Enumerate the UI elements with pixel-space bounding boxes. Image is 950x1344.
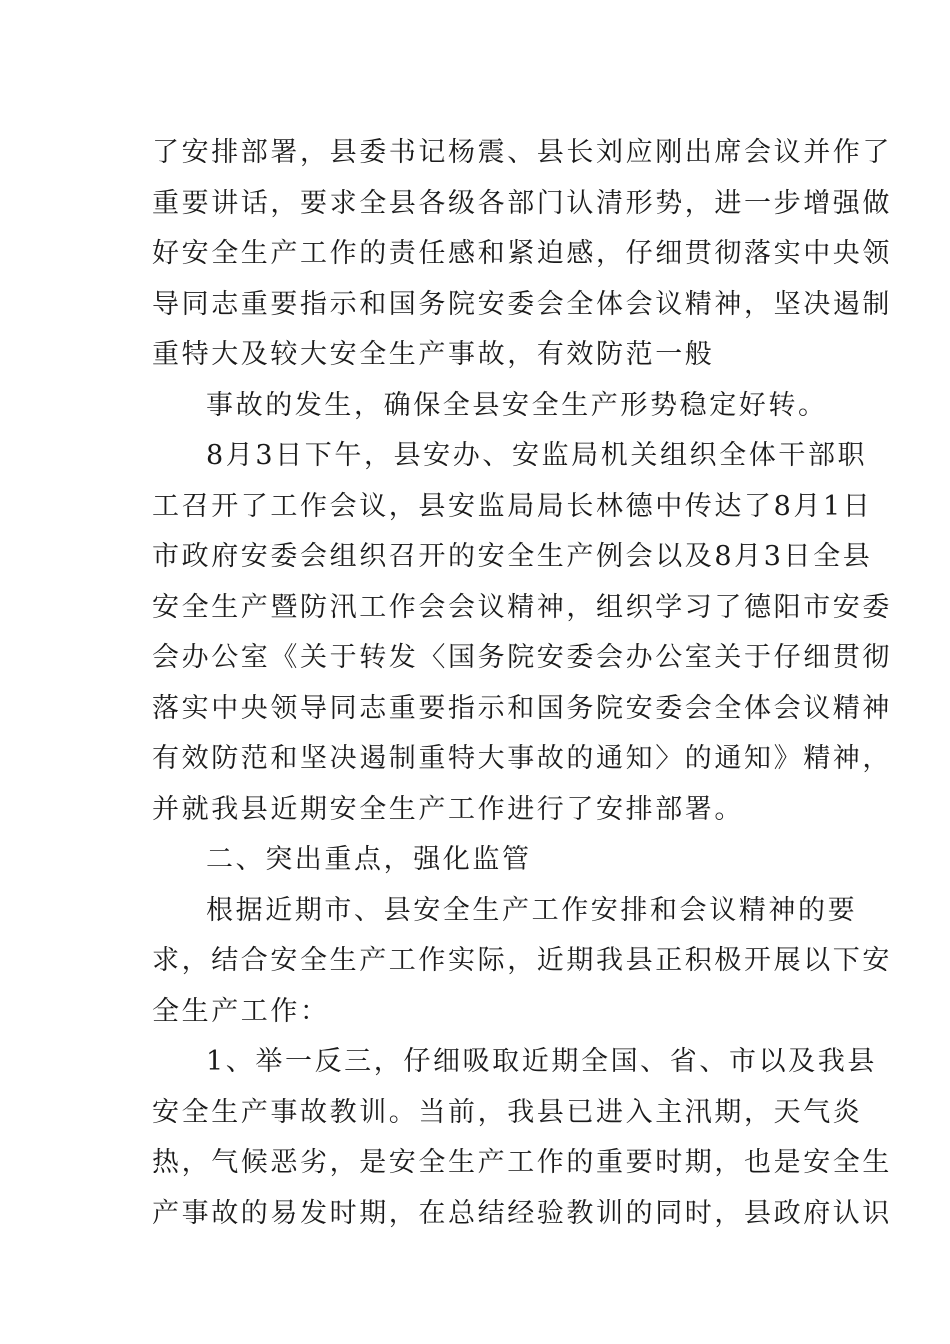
text-line: 根据近期市、县安全生产工作安排和会议精神的要 bbox=[206, 894, 858, 926]
text-line: 并就我县近期安全生产工作进行了安排部署。 bbox=[152, 793, 744, 825]
text-line: 安全生产暨防汛工作会会议精神，组织学习了德阳市安委 bbox=[152, 591, 892, 623]
text-line: 重特大及较大安全生产事故，有效防范一般 bbox=[152, 339, 715, 370]
text-line: 重要讲话，要求全县各级各部门认清形势，进一步增强做 bbox=[152, 187, 892, 219]
text-line: 8月3日下午，县安办、安监局机关组织全体干部职 bbox=[206, 440, 868, 471]
text-line: 事故的发生，确保全县安全生产形势稳定好转。 bbox=[206, 389, 828, 421]
text-line: 产事故的易发时期，在总结经验教训的同时，县政府认识 bbox=[152, 1197, 892, 1229]
text-line: 了安排部署，县委书记杨震、县长刘应刚出席会议并作了 bbox=[152, 137, 892, 168]
text-line: 导同志重要指示和国务院安委会全体会议精神，坚决遏制 bbox=[152, 288, 892, 320]
text-line: 1、举一反三，仔细吸取近期全国、省、市以及我县 bbox=[206, 1046, 877, 1077]
text-line: 工召开了工作会议，县安监局局长林德中传达了8月1日 bbox=[152, 490, 873, 522]
text-line: 安全生产事故教训。当前，我县已进入主汛期，天气炎 bbox=[152, 1096, 863, 1128]
text-line: 市政府安委会组织召开的安全生产例会以及8月3日全县 bbox=[152, 541, 873, 572]
text-line: 有效防范和坚决遏制重特大事故的通知〉的通知》精神， bbox=[152, 743, 892, 774]
text-line: 求，结合安全生产工作实际，近期我县正积极开展以下安 bbox=[152, 945, 892, 976]
section-heading: 二、突出重点，强化监管 bbox=[206, 844, 532, 875]
text-line: 热，气候恶劣，是安全生产工作的重要时期，也是安全生 bbox=[152, 1147, 892, 1178]
text-line: 会办公室《关于转发〈国务院安委会办公室关于仔细贯彻 bbox=[152, 642, 892, 673]
text-line: 落实中央领导同志重要指示和国务院安委会全体会议精神 bbox=[152, 692, 892, 724]
document-body bbox=[152, 128, 892, 1239]
text-line: 好安全生产工作的责任感和紧迫感，仔细贯彻落实中央领 bbox=[152, 238, 892, 269]
text-line: 全生产工作： bbox=[152, 995, 330, 1027]
